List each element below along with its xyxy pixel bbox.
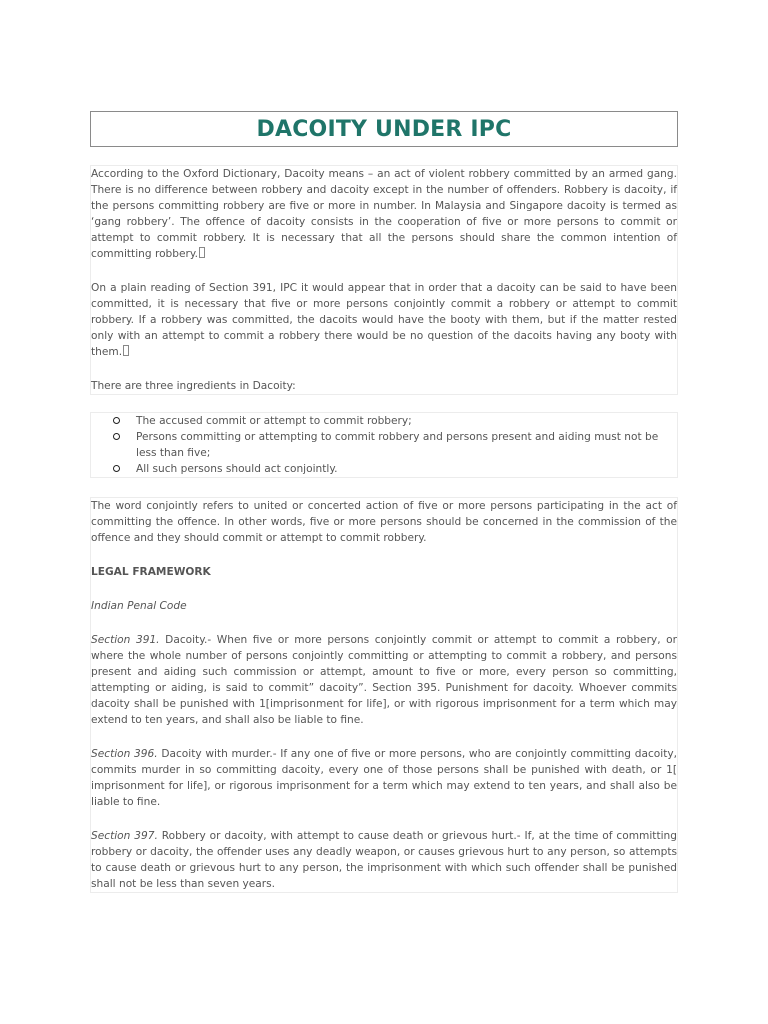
page-title: DACOITY UNDER IPC (256, 116, 512, 142)
document-page (90, 111, 678, 893)
intro-paragraph-3: There are three ingredients in Dacoity: (91, 380, 296, 392)
ingredients-list (91, 413, 677, 477)
ipc-subheading: Indian Penal Code (91, 600, 187, 612)
section-391-paragraph (91, 632, 677, 728)
section-397-text: Robbery or dacoity, with attempt to cause death or grievous hurt.- If, at the time of committing robbery or dacoity, the offender uses any deadly weapon, or causes grievous hurt to any person, so attempts to cause death or grievous hurt to any person, the imprisonment with which such offender shall be punished shall not be less than seven years. (91, 830, 677, 890)
title-box (90, 111, 678, 147)
circle-bullet-icon (113, 417, 120, 424)
intro-paragraph-1 (91, 166, 677, 262)
body-block (90, 497, 678, 893)
intro-paragraph-2 (91, 280, 677, 360)
footnote-marker-icon (199, 247, 205, 258)
list-item (91, 413, 677, 429)
list-item (91, 461, 677, 477)
section-396-label: Section 396. (91, 748, 158, 760)
footnote-marker-icon (123, 345, 129, 356)
section-397-label: Section 397. (91, 830, 158, 842)
intro-paragraph-2-text: On a plain reading of Section 391, IPC it would appear that in order that a dacoity can be said to have been committed, it is necessary that five or more persons conjointly commit a robbery or attempt to commit robbery. If a robbery was committed, the dacoits would have the booty with them, but if the matter rested only with an attempt to commit a robbery there would be no question of the dacoits having any booty with them. (91, 282, 677, 358)
circle-bullet-icon (113, 433, 120, 440)
list-item-text: All such persons should act conjointly. (136, 463, 338, 475)
section-396-text: Dacoity with murder.- If any one of five or more persons, who are conjointly committing dacoity, commits murder in so committing dacoity, every one of those persons shall be punished with death, or 1[ imprisonment for life], or rigorous imprisonment for a term which may extend to ten years, and shall also be liable to fine. (91, 748, 677, 808)
intro-block (90, 165, 678, 395)
list-item (91, 429, 677, 461)
section-391-label: Section 391. (91, 634, 160, 646)
conjointly-paragraph: The word conjointly refers to united or concerted action of five or more persons participating in the act of committing the offence. In other words, five or more persons should be concerned in the commission of the offence and they should commit or attempt to commit robbery. (91, 500, 677, 544)
list-item-text: The accused commit or attempt to commit robbery; (136, 415, 412, 427)
section-397-paragraph (91, 828, 677, 892)
circle-bullet-icon (113, 465, 120, 472)
intro-paragraph-1-text: According to the Oxford Dictionary, Dacoity means – an act of violent robbery committed by an armed gang. There is no difference between robbery and dacoity except in the number of offenders. Robbery is dacoity, if the persons committing robbery are five or more in number. In Malaysia and Singapore dacoity is termed as ‘gang robbery’. The offence of dacoity consists in the cooperation of five or more persons to commit or attempt to commit robbery. It is necessary that all the persons should share the common intention of committing robbery. (91, 168, 677, 260)
section-391-text: Dacoity.- When five or more persons conjointly commit or attempt to commit a robbery, or where the whole number of persons conjointly committing or attempting to commit a robbery, and persons present and aiding such commission or attempt, amount to five or more, every person so committing, attempting or aiding, is said to commit” dacoity”. Section 395. Punishment for dacoity. Whoever commits dacoity shall be punished with 1[imprisonment for life], or with rigorous imprisonment for a term which may extend to ten years, and shall also be liable to fine. (91, 634, 677, 726)
section-396-paragraph (91, 746, 677, 810)
list-item-text: Persons committing or attempting to commit robbery and persons present and aiding must not be less than five; (136, 431, 659, 459)
ingredients-list-block (90, 412, 678, 478)
legal-framework-heading: LEGAL FRAMEWORK (91, 566, 211, 578)
